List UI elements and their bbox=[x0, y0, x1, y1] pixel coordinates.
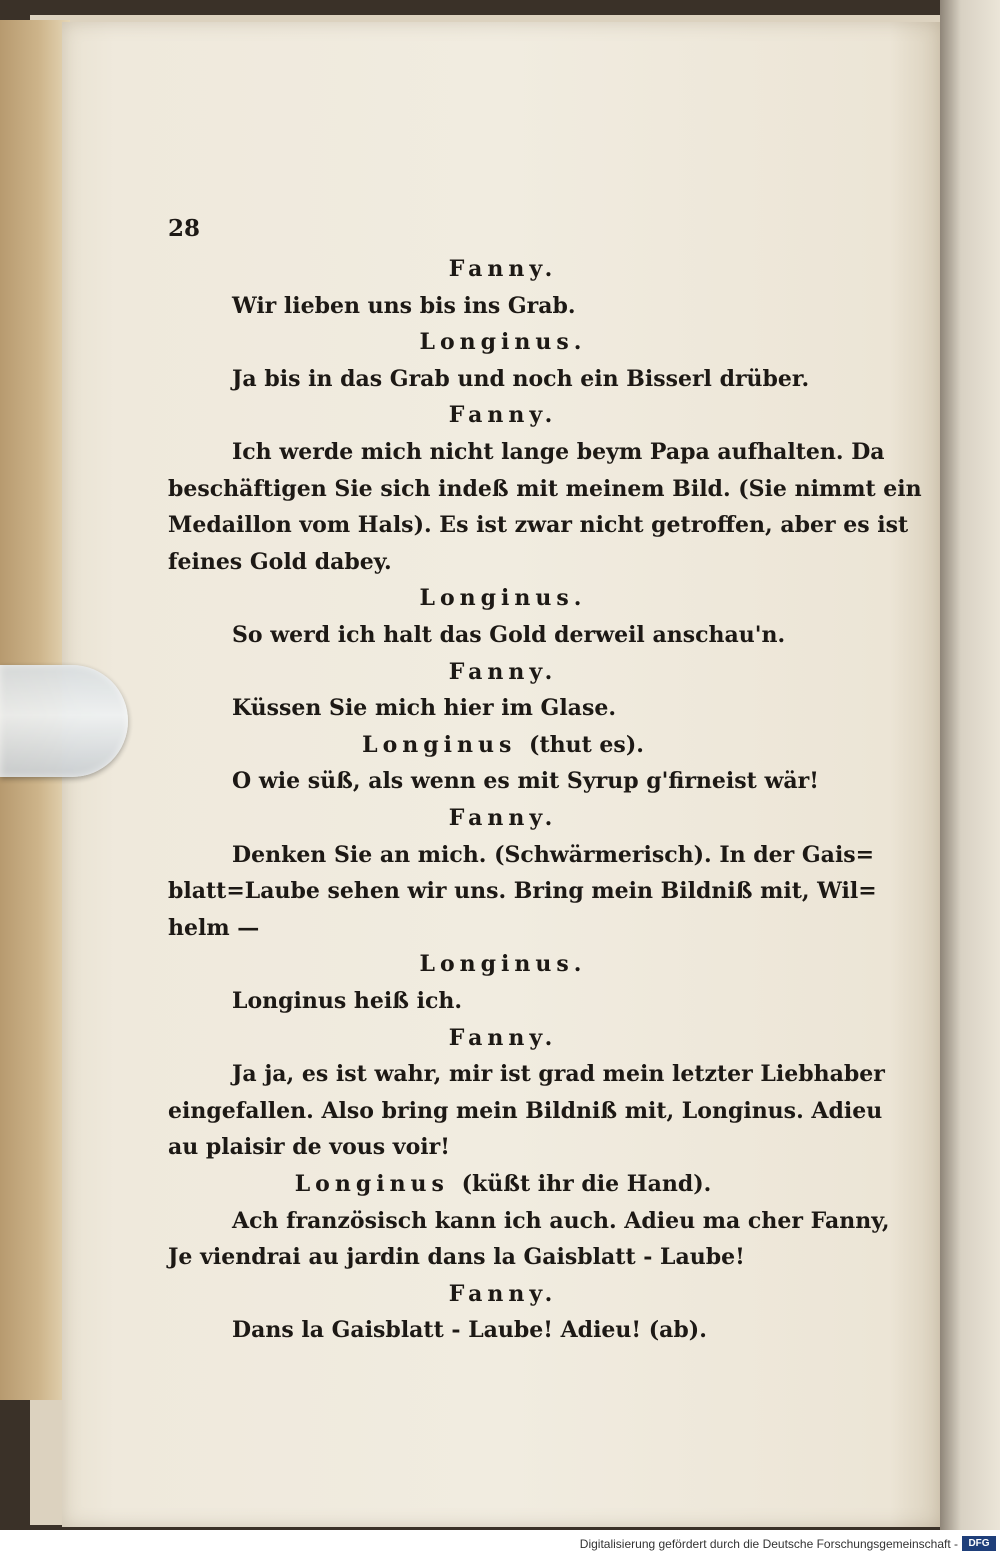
speaker-name bbox=[168, 329, 838, 355]
dialogue-line: Denken Sie an mich. (Schwärmerisch). In der Gais= bbox=[232, 841, 875, 868]
speaker-label: Longinus bbox=[362, 731, 517, 758]
stage-direction: (thut es). bbox=[529, 731, 644, 758]
speaker-name bbox=[168, 585, 838, 611]
dialogue-line: Ja bis in das Grab und noch ein Bisserl drüber. bbox=[232, 365, 810, 392]
dialogue-line: Ja ja, es ist wahr, mir ist grad mein letzter Liebhaber bbox=[232, 1061, 885, 1088]
speaker-name bbox=[168, 1171, 838, 1197]
speaker-name bbox=[168, 951, 838, 977]
speaker-label: Fanny. bbox=[448, 805, 558, 831]
dialogue-line: Ach französisch kann ich auch. Adieu ma cher Fanny, bbox=[232, 1207, 890, 1234]
speaker-name bbox=[168, 256, 838, 282]
speaker-label: Fanny. bbox=[448, 256, 558, 282]
dialogue-line: So werd ich halt das Gold derweil anschau'n. bbox=[232, 622, 786, 648]
dialogue-line: blatt=Laube sehen wir uns. Bring mein Bildniß mit, Wil= bbox=[168, 878, 877, 905]
dialogue-line: beschäftigen Sie sich indeß mit meinem Bild. (Sie nimmt ein bbox=[168, 475, 922, 502]
dialogue-line: au plaisir de vous voir! bbox=[168, 1134, 450, 1161]
dialogue-line: helm — bbox=[168, 914, 260, 941]
dfg-logo: DFG bbox=[962, 1536, 996, 1551]
speaker-label: Fanny. bbox=[448, 1024, 558, 1051]
page-number: 28 bbox=[168, 215, 201, 242]
speaker-label: Longinus. bbox=[419, 951, 587, 978]
footer-credit: Digitalisierung gefördert durch die Deutsche Forschungsgemeinschaft - bbox=[579, 1537, 958, 1551]
dialogue-line: Je viendrai au jardin dans la Gaisblatt - Laube! bbox=[168, 1244, 745, 1271]
speaker-label: Fanny. bbox=[448, 402, 558, 429]
speaker-label: Longinus bbox=[294, 1171, 449, 1197]
facing-page-gutter bbox=[940, 0, 1000, 1530]
footer-bar bbox=[0, 1530, 1000, 1557]
dialogue-line: Longinus heiß ich. bbox=[232, 988, 463, 1014]
dialogue-line: eingefallen. Also bring mein Bildniß mit, Longinus. Adieu bbox=[168, 1097, 883, 1124]
speaker-label: Fanny. bbox=[448, 1280, 558, 1307]
dialogue-line: Wir lieben uns bis ins Grab. bbox=[232, 292, 576, 319]
speaker-name bbox=[168, 805, 838, 831]
speaker-name bbox=[168, 732, 838, 758]
dialogue-line: Medaillon vom Hals). Es ist zwar nicht getroffen, aber es ist bbox=[168, 512, 909, 539]
dialogue-line: Dans la Gaisblatt - Laube! Adieu! (ab). bbox=[232, 1317, 707, 1344]
speaker-name bbox=[168, 1025, 838, 1051]
speaker-label: Fanny. bbox=[448, 658, 558, 685]
speaker-name bbox=[168, 1281, 838, 1307]
dialogue-line: O wie süß, als wenn es mit Syrup g'firneist wär! bbox=[232, 768, 819, 795]
dialogue-line: Küssen Sie mich hier im Glase. bbox=[232, 695, 616, 722]
speaker-name bbox=[168, 402, 838, 428]
speaker-name bbox=[168, 659, 838, 685]
stage-direction: (küßt ihr die Hand). bbox=[461, 1171, 712, 1197]
speaker-label: Longinus. bbox=[419, 329, 587, 356]
dialogue-line: Ich werde mich nicht lange beym Papa aufhalten. Da bbox=[232, 439, 885, 465]
page-clip-tab bbox=[0, 665, 128, 777]
dialogue-line: feines Gold dabey. bbox=[168, 548, 392, 575]
speaker-label: Longinus. bbox=[419, 585, 587, 612]
